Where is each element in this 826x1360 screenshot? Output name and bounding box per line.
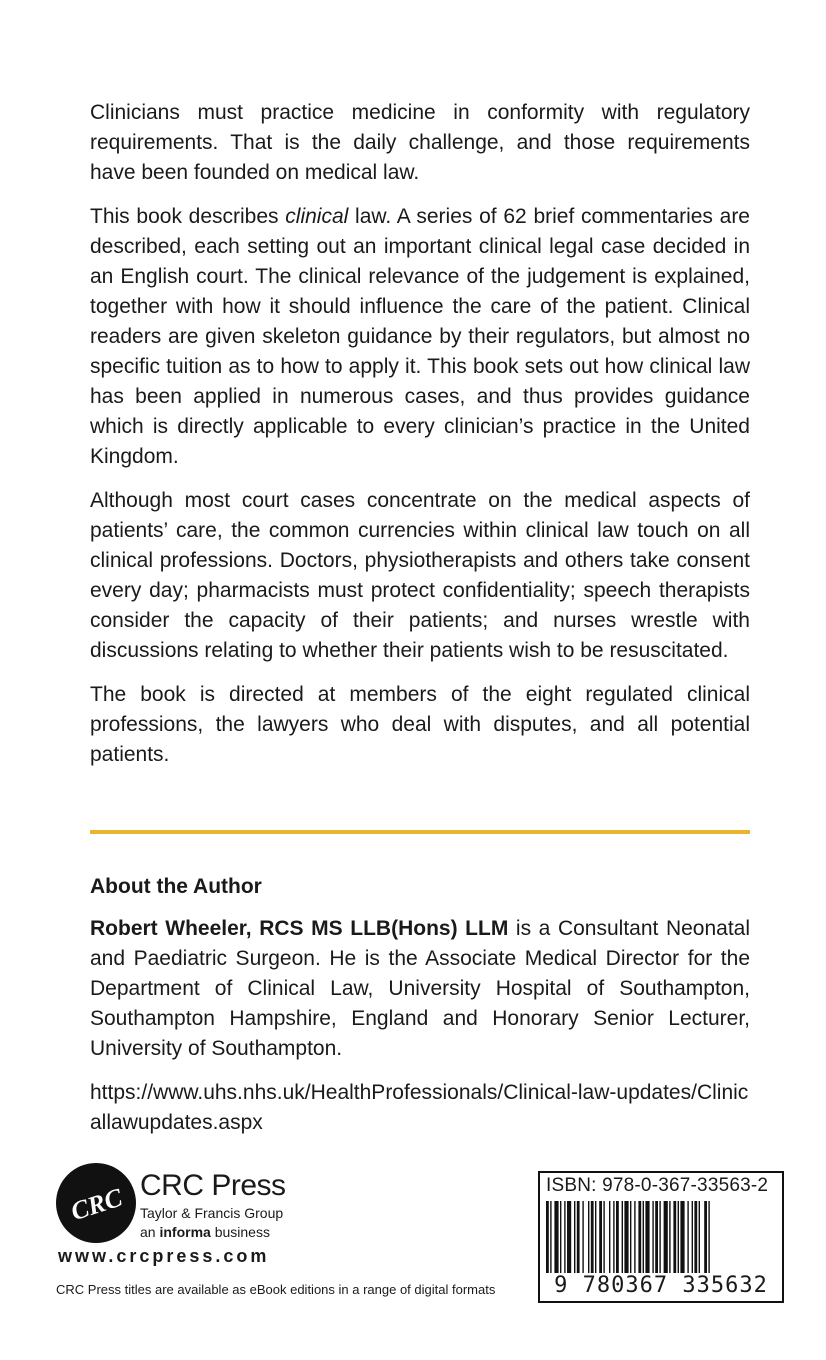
- gold-divider: [90, 830, 750, 834]
- barcode-bar: [652, 1201, 653, 1279]
- blurb-paragraph-2: [90, 202, 750, 472]
- barcode-bar: [634, 1201, 635, 1279]
- blurb-paragraph-3: Although most court cases concentrate on the medical aspects of patients’ care, the common currencies within clinical law touch on all clinical professions. Doctors, physiotherapists and others take consent every day; pharmacists must protect confidentiality; speech therapists consider the capacity of their patients; and nurses wrestle with discussions relating to whether their patients wish to be resuscitated.: [90, 489, 750, 662]
- barcode-bar: [574, 1201, 575, 1279]
- biz-suffix: business: [210, 1224, 270, 1240]
- author-bio-text: is a Consultant Neonatal and Paediatric Surgeon. He is the Associate Medical Director for the Department of Clinical Law, University Hospital of Southampton, Southampton Hampshire, England and Honorary Senior Lecturer, University of Southampton.: [90, 917, 751, 1060]
- barcode-bar: [680, 1201, 684, 1279]
- barcode-bar: [704, 1201, 707, 1279]
- barcode-bar: [577, 1201, 580, 1279]
- crc-logo-text: CRC: [67, 1182, 126, 1227]
- barcode-bar: [645, 1201, 649, 1279]
- author-url: https://www.uhs.nhs.uk/HealthProfessionals/Clinical-law-updates/Clinicallawupdates.aspx: [90, 1081, 749, 1134]
- crc-logo-graphic: [56, 1163, 136, 1243]
- barcode-bar: [624, 1201, 628, 1279]
- barcode-bar: [630, 1201, 631, 1279]
- biz-prefix: an: [140, 1224, 160, 1240]
- barcode-bar: [699, 1201, 700, 1279]
- blurb-paragraph-4: The book is directed at members of the eight regulated clinical professions, the lawyers who deal with disputes, and all potential patients.: [90, 683, 750, 766]
- barcode-bar: [560, 1201, 561, 1279]
- barcode-bar: [622, 1201, 623, 1279]
- author-name: Robert Wheeler, RCS MS LLB(Hons) LLM: [90, 917, 509, 940]
- barcode-digits: 9 780367 335632: [540, 1273, 782, 1298]
- barcode-bar: [567, 1201, 571, 1279]
- biz-brand: informa: [159, 1224, 211, 1240]
- ebook-footnote: CRC Press titles are available as eBook editions in a range of digital formats: [56, 1282, 496, 1297]
- barcode-bar: [609, 1201, 610, 1279]
- barcode-bar: [638, 1201, 641, 1279]
- blurb-p2-start: This book describes: [90, 205, 286, 228]
- barcode-bars: [544, 1201, 780, 1279]
- barcode-bar: [582, 1201, 583, 1279]
- barcode-bar: [664, 1201, 668, 1279]
- barcode-bar: [643, 1201, 644, 1279]
- barcode-bar: [678, 1201, 679, 1279]
- barcode-bar: [708, 1201, 709, 1279]
- barcode-bar: [564, 1201, 565, 1279]
- isbn-barcode: [538, 1171, 784, 1303]
- about-heading: About the Author: [90, 875, 262, 898]
- publisher-block: [140, 1170, 286, 1241]
- barcode-bar: [694, 1201, 697, 1279]
- barcode-bar: [673, 1201, 676, 1279]
- blurb-paragraph-1: Clinicians must practice medicine in conformity with regulatory requirements. That is the daily challenge, and those requirements have been founded on medical law.: [90, 101, 750, 184]
- barcode-bar: [546, 1201, 549, 1279]
- barcode-bar: [613, 1201, 614, 1279]
- author-bio: [90, 914, 750, 1064]
- blurb-p2-emphasis: clinical: [285, 205, 349, 228]
- back-cover-blurb: [90, 98, 750, 784]
- barcode-bar: [616, 1201, 619, 1279]
- publisher-name: CRC Press: [140, 1169, 286, 1202]
- isbn-label: ISBN: 978-0-367-33563-2: [546, 1175, 769, 1196]
- barcode-bar: [687, 1201, 688, 1279]
- barcode-bar: [655, 1201, 658, 1279]
- barcode-bar: [591, 1201, 594, 1279]
- barcode-bar: [603, 1201, 604, 1279]
- about-author-section: [90, 872, 750, 1138]
- publisher-business: [140, 1223, 286, 1241]
- barcode-bar: [692, 1201, 693, 1279]
- publisher-website: www.crcpress.com: [58, 1246, 270, 1266]
- blurb-p2-rest: law. A series of 62 brief commentaries are described, each setting out an important clinical legal case decided in an English court. The clinical relevance of the judgement is explained, together with how it should influence the care of the patient. Clinical readers are given skeleton guidance by their regulators, but almost no specific tuition as to how to apply it. This book sets out how clinical law has been applied in numerous cases, and thus provides guidance which is directly applicable to every clinician’s practice in the United Kingdom.: [90, 205, 750, 468]
- publisher-group: Taylor & Francis Group: [140, 1205, 284, 1221]
- barcode-bar: [669, 1201, 670, 1279]
- barcode-bar: [554, 1201, 558, 1279]
- barcode-bar: [588, 1201, 589, 1279]
- barcode-bar: [659, 1201, 660, 1279]
- barcode-bar: [550, 1201, 551, 1279]
- barcode-bar: [595, 1201, 596, 1279]
- barcode-bar: [599, 1201, 602, 1279]
- crc-logo-icon: [56, 1163, 136, 1243]
